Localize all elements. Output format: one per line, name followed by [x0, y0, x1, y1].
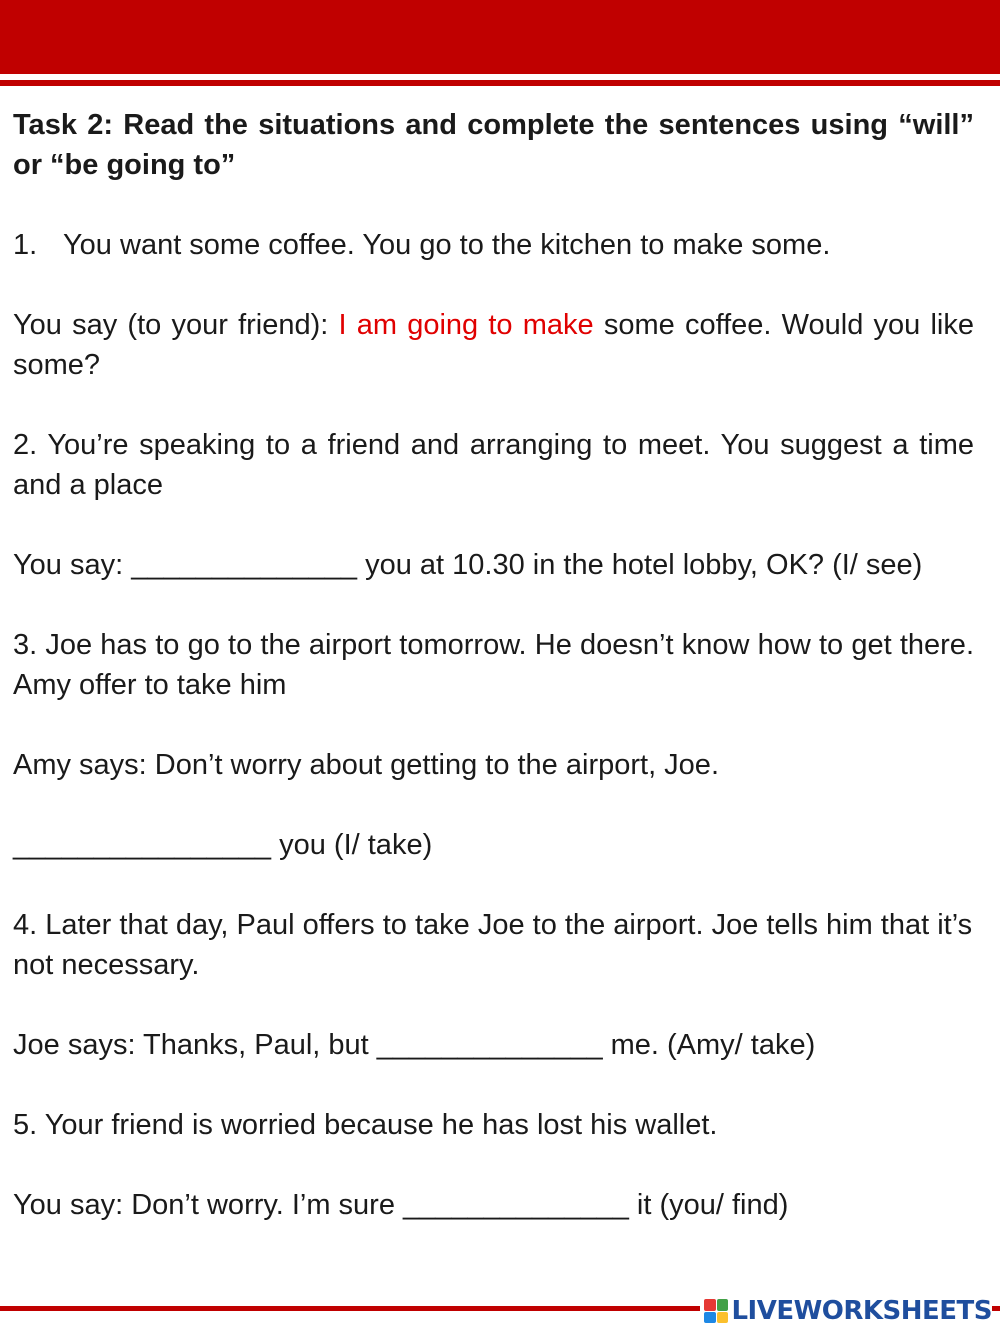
item-3-response: Amy says: Don’t worry about getting to the airport, Joe.: [13, 749, 719, 781]
item-1-response: [13, 305, 974, 385]
item-1-situation-text: You want some coffee. You go to the kitchen to make some.: [63, 229, 831, 261]
liveworksheets-brand-text: LIVEWORKSHEETS: [731, 1296, 992, 1326]
liveworksheets-logo[interactable]: [700, 1296, 992, 1326]
item-5-situation: 5. Your friend is worried because he has lost his wallet.: [13, 1109, 718, 1141]
logo-square-yellow: [717, 1312, 729, 1324]
item-1-situation: [13, 225, 974, 265]
item-1-response-after: some coffee. Would you like some?: [13, 309, 974, 381]
item-1-number: 1.: [13, 229, 38, 261]
item-5-response: You say: Don’t worry. I’m sure ______________ it (you/ find): [13, 1189, 789, 1221]
task-title: Task 2: Read the situations and complete the sentences using “will” or “be going to”: [13, 109, 974, 181]
logo-square-green: [717, 1299, 729, 1311]
item-1-answer: I am going to make: [338, 309, 594, 341]
liveworksheets-logo-icon: [704, 1299, 728, 1323]
item-3-situation: 3. Joe has to go to the airport tomorrow. He doesn’t know how to get there. Amy offer to take him: [13, 629, 974, 701]
item-3-response-blank: ________________ you (I/ take): [13, 829, 433, 861]
logo-square-red: [704, 1299, 716, 1311]
item-4-response: Joe says: Thanks, Paul, but ______________ me. (Amy/ take): [13, 1029, 816, 1061]
top-divider: [0, 80, 1000, 86]
item-1-response-before: You say (to your friend):: [13, 309, 339, 341]
worksheet-content: [13, 105, 974, 1225]
item-2-response: You say: ______________ you at 10.30 in the hotel lobby, OK? (I/ see): [13, 549, 923, 581]
logo-square-blue: [704, 1312, 716, 1324]
item-2-situation: 2. You’re speaking to a friend and arranging to meet. You suggest a time and a place: [13, 429, 974, 501]
item-4-situation: 4. Later that day, Paul offers to take Joe to the airport. Joe tells him that it’s not necessary.: [13, 909, 973, 981]
top-banner: [0, 0, 1000, 74]
